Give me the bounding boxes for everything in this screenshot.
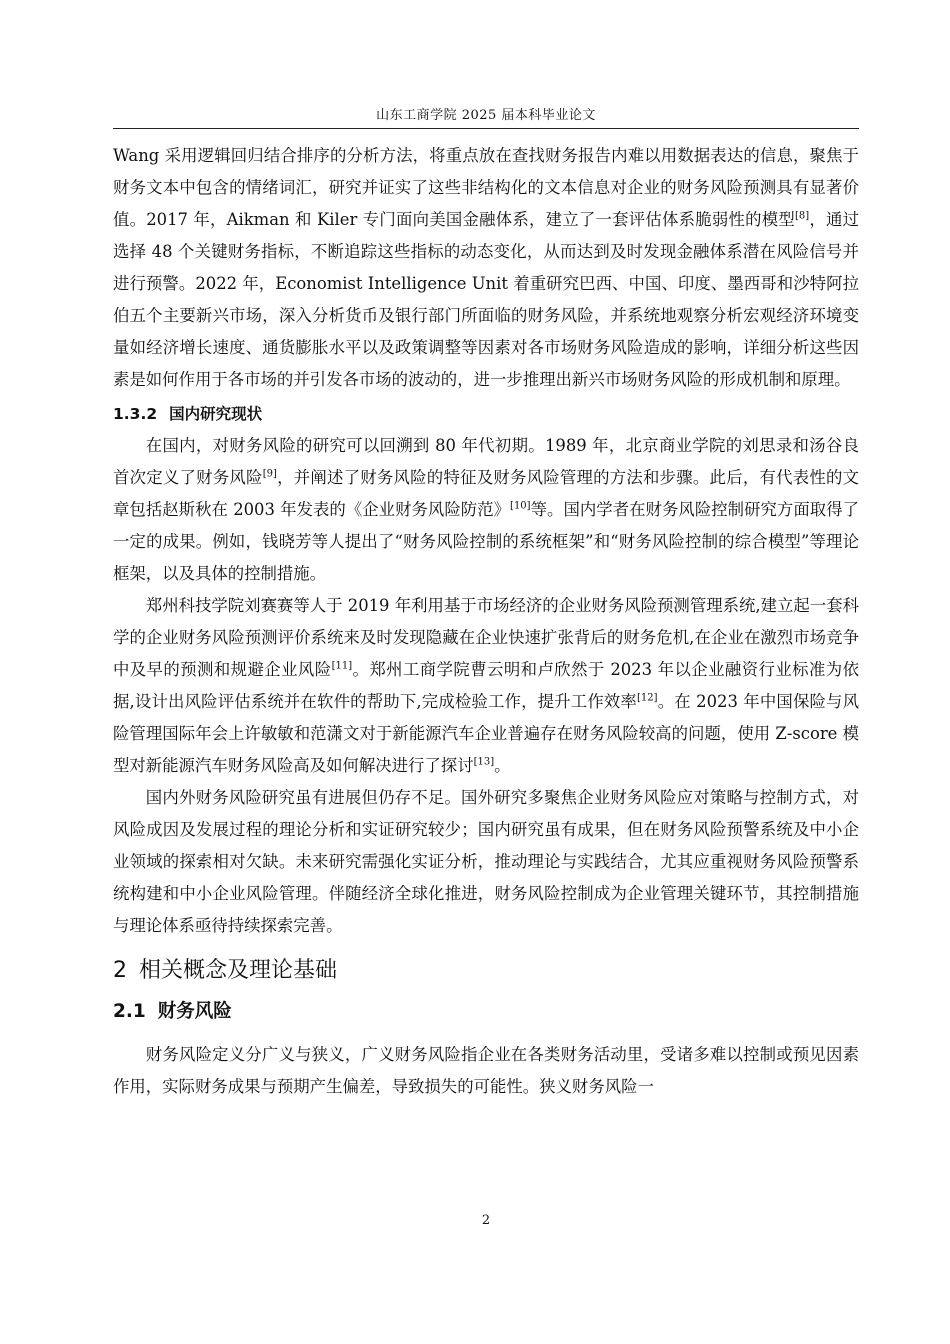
section-heading-1-3-2 (113, 398, 859, 430)
citation-11: [11] (331, 660, 353, 672)
paragraph-financial-risk-definition: 财务风险定义分广义与狭义，广义财务风险指企业在各类财务活动里，受诸多难以控制或预见因素作用，实际财务成果与预期产生偏差，导致损失的可能性。狭义财务风险一 (113, 1045, 859, 1096)
chapter-number: 2 (113, 958, 127, 983)
page-number: 2 (481, 1213, 491, 1228)
citation-9: [9] (262, 468, 277, 480)
header-rule (113, 128, 859, 129)
citation-12: [12] (637, 692, 658, 704)
paragraph-foreign-research: Wang 采用逻辑回归结合排序的分析方法，将重点放在查找财务报告内难以用数据表达的信息，聚焦于财务文本中包含的情绪词汇，研究并证实了这些非结构化的文本信息对企业的财务风险预测具有显著价值。2017 年，Aikman 和 Kiler 专门面向美国金融体系，建立了一套评估体系脆弱性的模型[8]，通过选择 48 个关键财务指标，不断追踪这些指标的动态变化，从而达到及时发现金融体系潜在风险信号并进行预警。2022 年，Economist Intelligence Unit 着重研究巴西、中国、印度、墨西哥和沙特阿拉伯五个主要新兴市场，深入分析货币及银行部门所面临的财务风险，并系统地观察分析宏观经济环境变量如经济增长速度、通货膨胀水平以及政策调整等因素对各市场财务风险造成的影响，详细分析这些因素是如何作用于各市场的并引发各市场的波动的，进一步推理出新兴市场财务风险的形成机制和原理。 (113, 146, 859, 389)
paragraph-domestic-history: 在国内，对财务风险的研究可以回溯到 80 年代初期。1989 年，北京商业学院的刘思录和汤谷良首次定义了财务风险[9]，并阐述了财务风险的特征及财务风险管理的方法和步骤。此后，有代表性的文章包括赵斯秋在 2003 年发表的《企业财务风险防范》[10]等。国内学者在财务风险控制研究方面取得了一定的成果。例如，钱晓芳等人提出了“财务风险控制的系统框架”和“财务风险控制的综合模型”等理论框架，以及具体的控制措施。 (113, 436, 860, 583)
citation-10: [10] (510, 500, 531, 512)
section-heading-2-1 (113, 994, 859, 1030)
citation-13: [13] (473, 756, 495, 768)
section-title: 国内研究现状 (169, 405, 263, 423)
chapter-title: 相关概念及理论基础 (139, 958, 338, 983)
paragraph-domestic-recent: 郑州科技学院刘赛赛等人于 2019 年利用基于市场经济的企业财务风险预测管理系统,建立起一套科学的企业财务风险预测评价系统来及时发现隐藏在企业快速扩张背后的财务危机,在企业在激烈市场竞争中及早的预测和规避企业风险[11]。郑州工商学院曹云明和卢欣然于 2023 年以企业融资行业标准为依据,设计出风险评估系统并在软件的帮助下,完成检验工作，提升工作效率[12]。在 2023 年中国保险与风险管理国际年会上许敏敏和范潇文对于新能源汽车企业普遍存在财务风险较高的问题，使用 Z-score 模型对新能源汽车财务风险高及如何解决进行了探讨[13]。 (113, 596, 859, 775)
paragraph-summary: 国内外财务风险研究虽有进展但仍存不足。国外研究多聚焦企业财务风险应对策略与控制方式，对风险成因及发展过程的理论分析和实证研究较少；国内研究虽有成果，但在财务风险预警系统及中小企业领域的探索相对欠缺。未来研究需强化实证分析，推动理论与实践结合，尤其应重视财务风险预警系统构建和中小企业风险管理。伴随经济全球化推进，财务风险控制成为企业管理关键环节，其控制措施与理论体系亟待持续探索完善。 (113, 788, 859, 935)
body-text (113, 140, 859, 1103)
section-number: 1.3.2 (113, 405, 158, 423)
section-title: 财务风险 (157, 1001, 232, 1022)
section-number: 2.1 (113, 1001, 146, 1022)
chapter-heading-2 (113, 951, 859, 991)
citation-8: [8] (794, 210, 810, 222)
running-header: 山东工商学院 2025 届本科毕业论文 (376, 108, 596, 123)
